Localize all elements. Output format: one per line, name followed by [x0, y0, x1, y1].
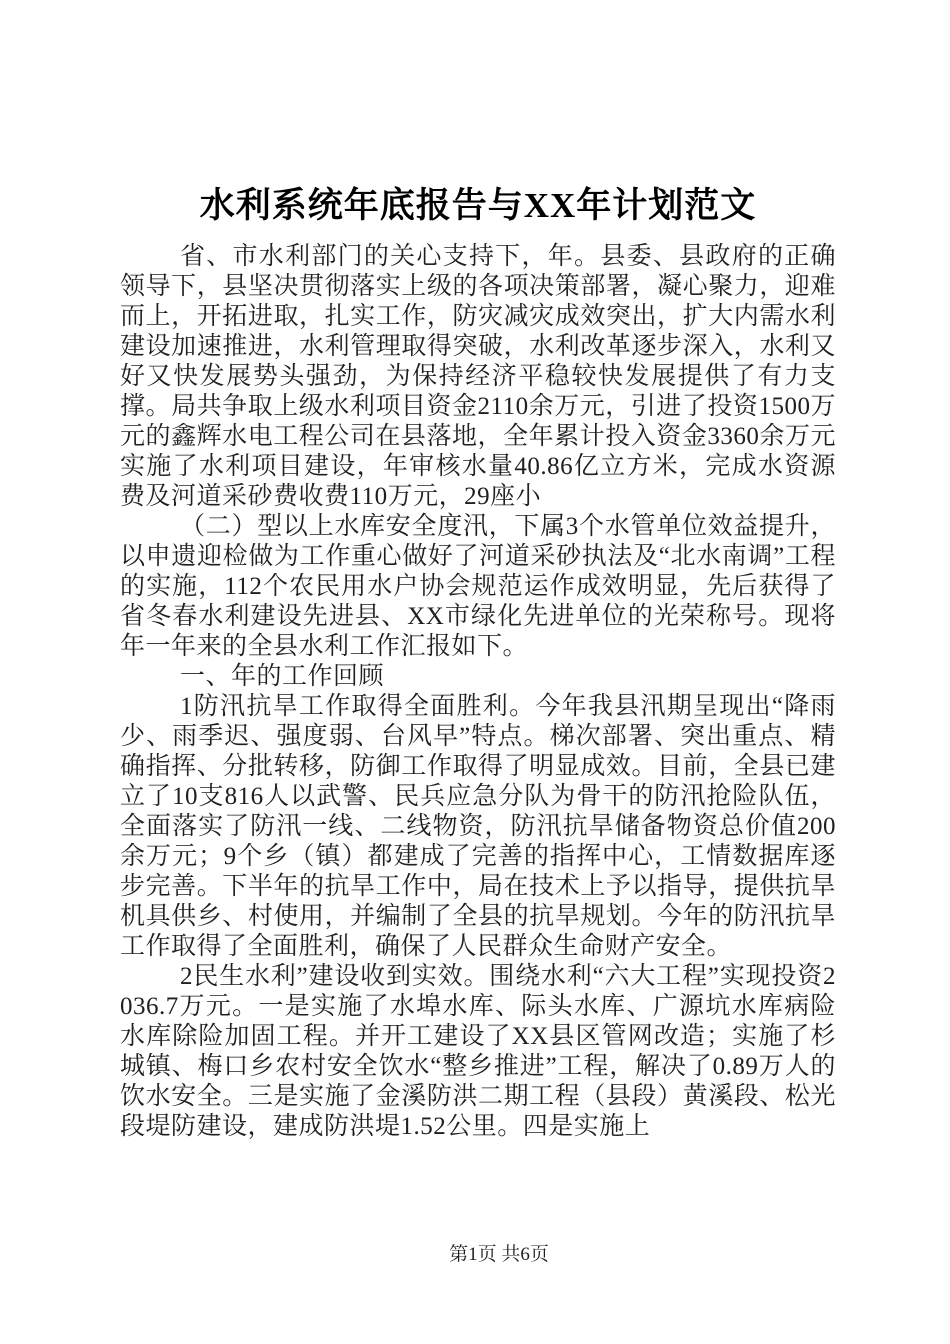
paragraph-livelihood-water: 2民生水利”建设收到实效。围绕水利“六大工程”实现投资2036.7万元。一是实施了水埠水库、际头水库、广源坑水库病险水库除险加固工程。并开工建设了XX县区管网改造；实施了杉城镇、梅口乡农村安全饮水“整乡推进”工程，解决了0.89万人的饮水安全。三是实施了金溪防洪二期工程（县段）黄溪段、松光段堤防建设，建成防洪堤1.52公里。四是实施上	[120, 963, 836, 1140]
paragraph-flood-drought: 1防汛抗旱工作取得全面胜利。今年我县汛期呈现出“降雨少、雨季迟、强度弱、台风早”特点。梯次部署、突出重点、精确指挥、分批转移，防御工作取得了明显成效。目前，全县已建立了10支816人以武警、民兵应急分队为骨干的防汛抢险队伍，全面落实了防汛一线、二线物资，防汛抗旱储备物资总价值200余万元；9个乡（镇）都建成了完善的指挥中心，工情数据库逐步完善。下半年的抗旱工作中，局在技术上予以指导，提供抗旱机具供乡、村使用，并编制了全县的抗旱规划。今年的防汛抗旱工作取得了全面胜利，确保了人民群众生命财产安全。	[120, 693, 836, 960]
document-title: 水利系统年底报告与XX年计划范文	[199, 186, 757, 225]
paragraph-reservoir-safety: （二）型以上水库安全度汛，下属3个水管单位效益提升，以申遗迎检做为工作重心做好了河道采砂执法及“北水南调”工程的实施，112个农民用水户协会规范运作成效明显，先后获得了省冬春水利建设先进县、XX市绿化先进单位的光荣称号。现将年一年来的全县水利工作汇报如下。	[120, 513, 836, 660]
section-heading-work-review: 一、年的工作回顾	[180, 663, 385, 690]
page-footer	[0, 1239, 950, 1266]
document-body	[120, 182, 836, 1142]
paragraph-intro: 省、市水利部门的关心支持下，年。县委、县政府的正确领导下，县坚决贯彻落实上级的各项决策部署，凝心聚力，迎难而上，开拓进取，扎实工作，防灾减灾成效突出，扩大内需水利建设加速推进，水利管理取得突破，水利改革逐步深入，水利又好又快发展势头强劲，为保持经济平稳较快发展提供了有力支撑。局共争取上级水利项目资金2110余万元，引进了投资1500万元的鑫辉水电工程公司在县落地，全年累计投入资金3360余万元实施了水利项目建设，年审核水量40.86亿立方米，完成水资源费及河道采砂费收费110万元，29座小	[120, 243, 836, 510]
page-number-label: 第1页 共6页	[449, 1244, 549, 1265]
